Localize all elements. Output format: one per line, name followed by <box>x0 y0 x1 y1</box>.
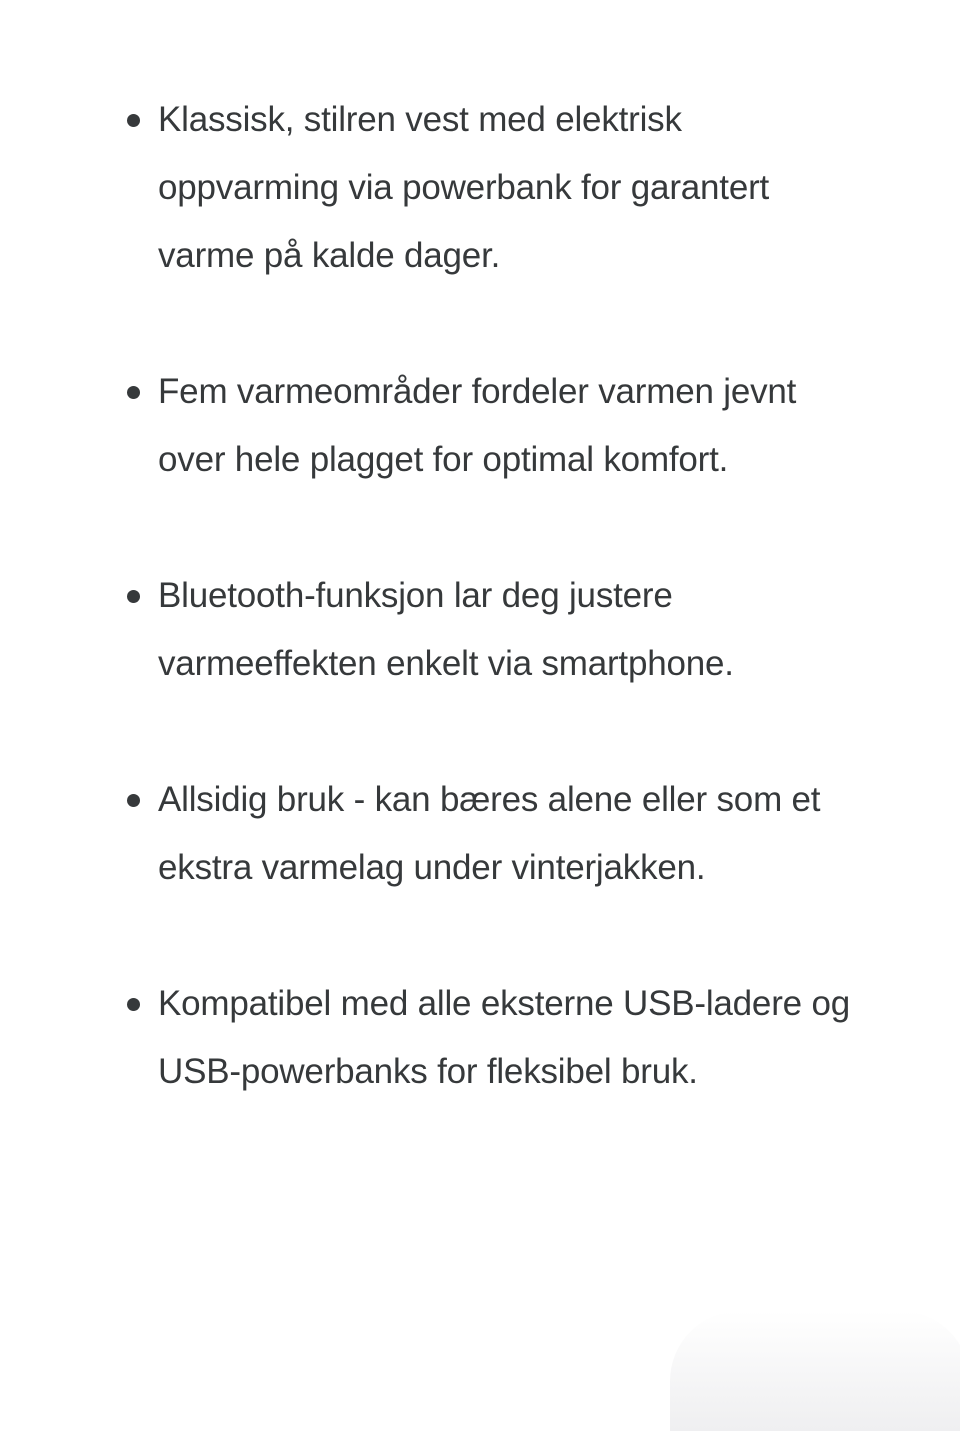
feature-text: Bluetooth-funksjon lar deg justere varmeeffekten enkelt via smartphone. <box>158 576 734 683</box>
bullet-dot-icon <box>127 386 140 399</box>
list-item <box>118 766 858 902</box>
feature-text: Kompatibel med alle eksterne USB-ladere og USB-powerbanks for fleksibel bruk. <box>158 984 850 1091</box>
feature-text: Klassisk, stilren vest med elektrisk oppvarming via powerbank for garantert varme på kalde dager. <box>158 100 770 275</box>
background-image-bleed <box>670 1311 960 1431</box>
product-feature-list <box>118 86 858 1106</box>
list-item <box>118 562 858 698</box>
list-item <box>118 86 858 290</box>
bullet-dot-icon <box>127 590 140 603</box>
list-item <box>118 970 858 1106</box>
bullet-dot-icon <box>127 794 140 807</box>
bullet-dot-icon <box>127 998 140 1011</box>
feature-text: Fem varmeområder fordeler varmen jevnt over hele plagget for optimal komfort. <box>158 372 797 479</box>
feature-text: Allsidig bruk - kan bæres alene eller som et ekstra varmelag under vinterjakken. <box>158 780 821 887</box>
bullet-dot-icon <box>127 114 140 127</box>
list-item <box>118 358 858 494</box>
